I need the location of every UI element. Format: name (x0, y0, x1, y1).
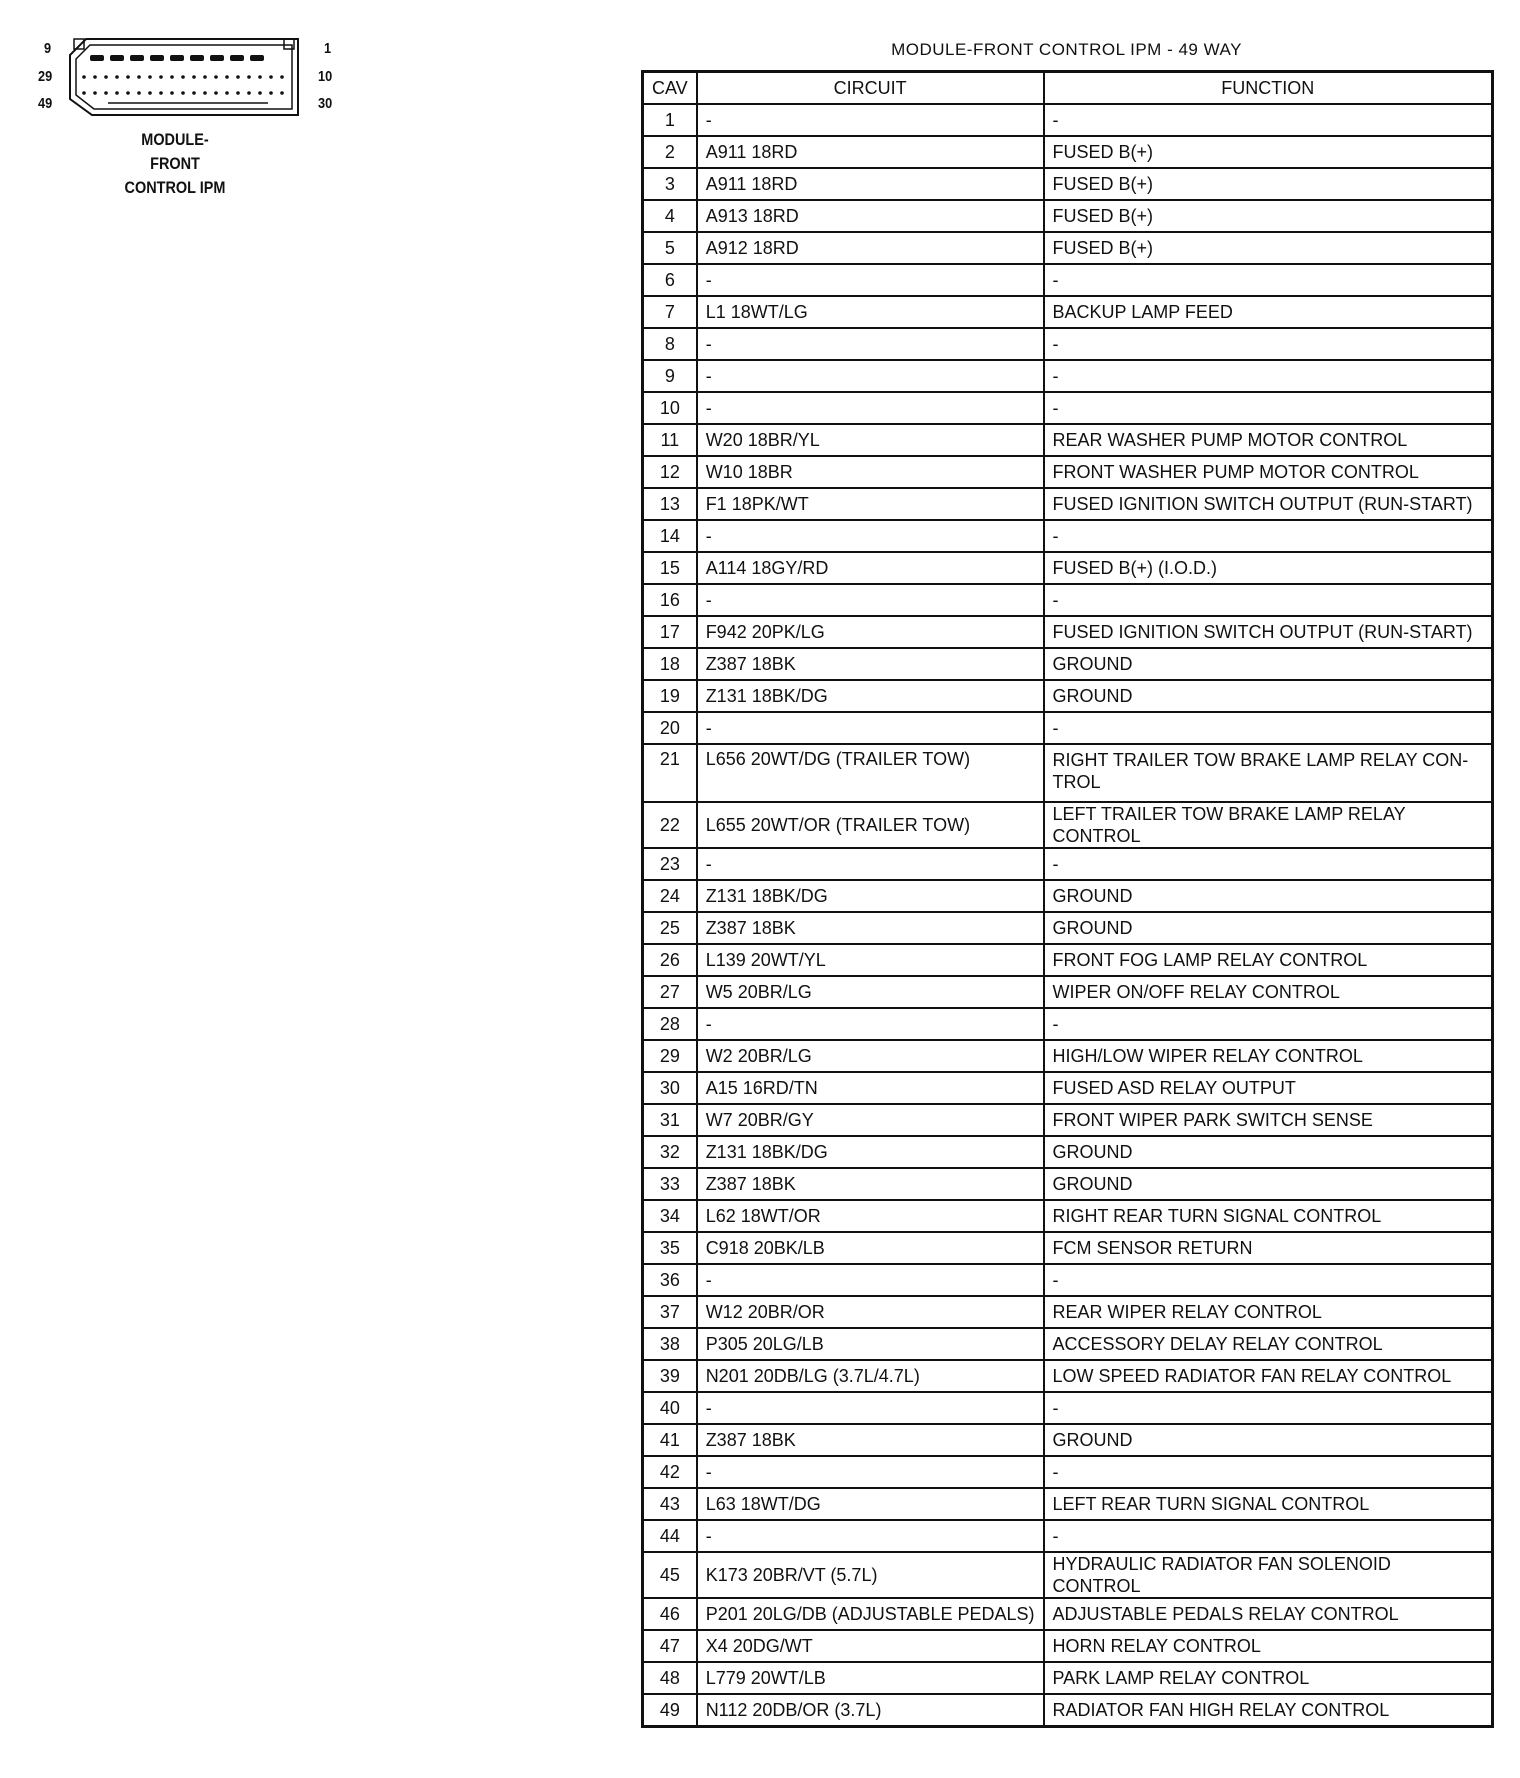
circuit-cell: A913 18RD (697, 200, 1044, 232)
function-cell: - (1044, 712, 1493, 744)
circuit-cell: L656 20WT/DG (TRAILER TOW) (697, 744, 1044, 802)
cav-cell: 1 (643, 104, 697, 136)
table-row (643, 848, 1493, 880)
table-row (643, 680, 1493, 712)
table-row (643, 520, 1493, 552)
table-row (643, 1552, 1493, 1598)
table-row (643, 360, 1493, 392)
cav-cell: 9 (643, 360, 697, 392)
connector-label-line: CONTROL IPM (124, 178, 226, 197)
function-cell: LEFT TRAILER TOW BRAKE LAMP RELAY CONTROL (1044, 802, 1493, 848)
circuit-cell: W7 20BR/GY (697, 1104, 1044, 1136)
cav-cell: 32 (643, 1136, 697, 1168)
cav-cell: 17 (643, 616, 697, 648)
cav-cell: 3 (643, 168, 697, 200)
cav-cell: 15 (643, 552, 697, 584)
circuit-cell: - (697, 1392, 1044, 1424)
circuit-cell: L1 18WT/LG (697, 296, 1044, 328)
table-row (643, 1264, 1493, 1296)
cav-cell: 12 (643, 456, 697, 488)
table-row (643, 1520, 1493, 1552)
table-row (643, 1392, 1493, 1424)
table-row (643, 200, 1493, 232)
table-row (643, 880, 1493, 912)
circuit-cell: X4 20DG/WT (697, 1630, 1044, 1662)
function-cell: LOW SPEED RADIATOR FAN RELAY CONTROL (1044, 1360, 1493, 1392)
function-cell: - (1044, 584, 1493, 616)
function-cell: ADJUSTABLE PEDALS RELAY CONTROL (1044, 1598, 1493, 1630)
cav-cell: 4 (643, 200, 697, 232)
circuit-cell: P201 20LG/DB (ADJUSTABLE PEDALS) (697, 1598, 1044, 1630)
function-cell: BACKUP LAMP FEED (1044, 296, 1493, 328)
table-row (643, 584, 1493, 616)
table-row (643, 232, 1493, 264)
table-row (643, 1040, 1493, 1072)
function-cell: LEFT REAR TURN SIGNAL CONTROL (1044, 1488, 1493, 1520)
function-cell: - (1044, 360, 1493, 392)
table-row (643, 1630, 1493, 1662)
table-row (643, 1296, 1493, 1328)
circuit-cell: K173 20BR/VT (5.7L) (697, 1552, 1044, 1598)
table-row (643, 1488, 1493, 1520)
cav-cell: 8 (643, 328, 697, 360)
cav-cell: 40 (643, 1392, 697, 1424)
function-cell: - (1044, 1520, 1493, 1552)
table-row (643, 1136, 1493, 1168)
table-row (643, 1008, 1493, 1040)
pin-label-top-left: 9 (44, 40, 52, 57)
circuit-cell: L139 20WT/YL (697, 944, 1044, 976)
table-row (643, 264, 1493, 296)
circuit-cell: - (697, 328, 1044, 360)
pin-label-top-right: 1 (324, 40, 332, 57)
circuit-cell: F942 20PK/LG (697, 616, 1044, 648)
function-cell: ACCESSORY DELAY RELAY CONTROL (1044, 1328, 1493, 1360)
table-row (643, 1694, 1493, 1727)
table-row (643, 328, 1493, 360)
function-cell: - (1044, 520, 1493, 552)
circuit-cell: A911 18RD (697, 168, 1044, 200)
table-row (643, 616, 1493, 648)
cav-cell: 37 (643, 1296, 697, 1328)
column-header-cav: CAV (643, 72, 697, 105)
cav-cell: 27 (643, 976, 697, 1008)
function-cell: GROUND (1044, 1168, 1493, 1200)
circuit-cell: F1 18PK/WT (697, 488, 1044, 520)
table-row (643, 136, 1493, 168)
table-row (643, 944, 1493, 976)
circuit-cell: Z387 18BK (697, 648, 1044, 680)
cav-cell: 34 (643, 1200, 697, 1232)
column-header-function: FUNCTION (1044, 72, 1493, 105)
table-row (643, 424, 1493, 456)
pin-label-bottom-left: 49 (38, 95, 53, 112)
cav-cell: 18 (643, 648, 697, 680)
function-cell: - (1044, 264, 1493, 296)
pin-label-mid-right: 10 (318, 68, 333, 85)
table-row (643, 168, 1493, 200)
circuit-cell: A15 16RD/TN (697, 1072, 1044, 1104)
cav-cell: 38 (643, 1328, 697, 1360)
circuit-cell: - (697, 1264, 1044, 1296)
function-cell: FRONT WIPER PARK SWITCH SENSE (1044, 1104, 1493, 1136)
cav-cell: 39 (643, 1360, 697, 1392)
function-cell: - (1044, 1264, 1493, 1296)
cav-cell: 49 (643, 1694, 697, 1727)
cav-cell: 33 (643, 1168, 697, 1200)
table-row (643, 552, 1493, 584)
table-row (643, 744, 1493, 802)
circuit-cell: - (697, 104, 1044, 136)
cav-cell: 20 (643, 712, 697, 744)
function-cell: - (1044, 104, 1493, 136)
cav-cell: 21 (643, 744, 697, 802)
connector-diagram (30, 30, 350, 200)
circuit-cell: W10 18BR (697, 456, 1044, 488)
function-cell: GROUND (1044, 648, 1493, 680)
circuit-cell: - (697, 848, 1044, 880)
function-cell: FCM SENSOR RETURN (1044, 1232, 1493, 1264)
function-cell: HYDRAULIC RADIATOR FAN SOLENOID CONTROL (1044, 1552, 1493, 1598)
table-title: MODULE-FRONT CONTROL IPM - 49 WAY (891, 40, 1242, 59)
table-row (643, 1232, 1493, 1264)
function-cell: FUSED B(+) (1044, 136, 1493, 168)
circuit-cell: - (697, 1008, 1044, 1040)
table-row (643, 648, 1493, 680)
cav-cell: 47 (643, 1630, 697, 1662)
table-row (643, 392, 1493, 424)
function-cell: RIGHT REAR TURN SIGNAL CONTROL (1044, 1200, 1493, 1232)
cav-cell: 35 (643, 1232, 697, 1264)
table-row (643, 712, 1493, 744)
table-row (643, 1328, 1493, 1360)
pin-label-bottom-right: 30 (318, 95, 333, 112)
table-row (643, 456, 1493, 488)
table-header-row (643, 72, 1493, 105)
cav-cell: 30 (643, 1072, 697, 1104)
table-row (643, 488, 1493, 520)
pinout-table (641, 70, 1494, 1728)
function-cell: - (1044, 392, 1493, 424)
function-cell: REAR WIPER RELAY CONTROL (1044, 1296, 1493, 1328)
table-row (643, 1424, 1493, 1456)
circuit-cell: A912 18RD (697, 232, 1044, 264)
function-cell: RADIATOR FAN HIGH RELAY CONTROL (1044, 1694, 1493, 1727)
circuit-cell: L779 20WT/LB (697, 1662, 1044, 1694)
function-cell: RIGHT TRAILER TOW BRAKE LAMP RELAY CON-TROL (1044, 744, 1493, 802)
table-row (643, 1168, 1493, 1200)
circuit-cell: - (697, 1456, 1044, 1488)
function-cell: FRONT FOG LAMP RELAY CONTROL (1044, 944, 1493, 976)
circuit-cell: Z387 18BK (697, 1424, 1044, 1456)
circuit-cell: - (697, 520, 1044, 552)
cav-cell: 6 (643, 264, 697, 296)
table-row (643, 1072, 1493, 1104)
function-cell: - (1044, 848, 1493, 880)
table-row (643, 1598, 1493, 1630)
function-cell: GROUND (1044, 880, 1493, 912)
cav-cell: 14 (643, 520, 697, 552)
circuit-cell: - (697, 264, 1044, 296)
cav-cell: 5 (643, 232, 697, 264)
circuit-cell: - (697, 360, 1044, 392)
function-cell: GROUND (1044, 680, 1493, 712)
function-cell: FUSED B(+) (1044, 168, 1493, 200)
function-cell: FRONT WASHER PUMP MOTOR CONTROL (1044, 456, 1493, 488)
circuit-cell: Z131 18BK/DG (697, 880, 1044, 912)
cav-cell: 19 (643, 680, 697, 712)
cav-cell: 44 (643, 1520, 697, 1552)
circuit-cell: L62 18WT/OR (697, 1200, 1044, 1232)
pin-label-mid-left: 29 (38, 68, 53, 85)
circuit-cell: L63 18WT/DG (697, 1488, 1044, 1520)
circuit-cell: W20 18BR/YL (697, 424, 1044, 456)
function-cell: - (1044, 1008, 1493, 1040)
circuit-cell: C918 20BK/LB (697, 1232, 1044, 1264)
function-cell: GROUND (1044, 912, 1493, 944)
cav-cell: 2 (643, 136, 697, 168)
circuit-cell: Z131 18BK/DG (697, 680, 1044, 712)
cav-cell: 11 (643, 424, 697, 456)
cav-cell: 26 (643, 944, 697, 976)
cav-cell: 28 (643, 1008, 697, 1040)
circuit-cell: L655 20WT/OR (TRAILER TOW) (697, 802, 1044, 848)
connector-label (124, 128, 226, 200)
cav-cell: 13 (643, 488, 697, 520)
table-row (643, 912, 1493, 944)
table-body (643, 104, 1493, 1727)
table-row (643, 1104, 1493, 1136)
circuit-cell: N201 20DB/LG (3.7L/4.7L) (697, 1360, 1044, 1392)
function-cell: GROUND (1044, 1424, 1493, 1456)
function-cell: FUSED IGNITION SWITCH OUTPUT (RUN-START) (1044, 616, 1493, 648)
column-header-circuit: CIRCUIT (697, 72, 1044, 105)
circuit-cell: W12 20BR/OR (697, 1296, 1044, 1328)
table-row (643, 296, 1493, 328)
table-row (643, 1360, 1493, 1392)
cav-cell: 46 (643, 1598, 697, 1630)
cav-cell: 24 (643, 880, 697, 912)
table-row (643, 802, 1493, 848)
cav-cell: 10 (643, 392, 697, 424)
table-row (643, 104, 1493, 136)
function-cell: - (1044, 328, 1493, 360)
cav-cell: 41 (643, 1424, 697, 1456)
function-cell: PARK LAMP RELAY CONTROL (1044, 1662, 1493, 1694)
function-cell: FUSED B(+) (1044, 200, 1493, 232)
circuit-cell: - (697, 712, 1044, 744)
cav-cell: 22 (643, 802, 697, 848)
circuit-cell: Z387 18BK (697, 1168, 1044, 1200)
function-cell: FUSED IGNITION SWITCH OUTPUT (RUN-START) (1044, 488, 1493, 520)
circuit-cell: - (697, 584, 1044, 616)
function-cell: - (1044, 1392, 1493, 1424)
cav-cell: 29 (643, 1040, 697, 1072)
table-row (643, 1200, 1493, 1232)
connector-label-line: MODULE- (141, 130, 209, 149)
table-row (643, 976, 1493, 1008)
circuit-cell: W5 20BR/LG (697, 976, 1044, 1008)
cav-cell: 25 (643, 912, 697, 944)
function-cell: HIGH/LOW WIPER RELAY CONTROL (1044, 1040, 1493, 1072)
connector-label-line: FRONT (150, 154, 200, 173)
cav-cell: 31 (643, 1104, 697, 1136)
function-cell: FUSED ASD RELAY OUTPUT (1044, 1072, 1493, 1104)
circuit-cell: Z387 18BK (697, 912, 1044, 944)
table-row (643, 1662, 1493, 1694)
cav-cell: 16 (643, 584, 697, 616)
circuit-cell: W2 20BR/LG (697, 1040, 1044, 1072)
function-cell: FUSED B(+) (I.O.D.) (1044, 552, 1493, 584)
circuit-cell: P305 20LG/LB (697, 1328, 1044, 1360)
table-row (643, 1456, 1493, 1488)
circuit-cell: - (697, 392, 1044, 424)
function-cell: REAR WASHER PUMP MOTOR CONTROL (1044, 424, 1493, 456)
circuit-cell: A911 18RD (697, 136, 1044, 168)
cav-cell: 23 (643, 848, 697, 880)
connector-face-icon (68, 37, 300, 119)
circuit-cell: N112 20DB/OR (3.7L) (697, 1694, 1044, 1727)
function-cell: GROUND (1044, 1136, 1493, 1168)
cav-cell: 48 (643, 1662, 697, 1694)
function-cell: - (1044, 1456, 1493, 1488)
cav-cell: 42 (643, 1456, 697, 1488)
circuit-cell: A114 18GY/RD (697, 552, 1044, 584)
cav-cell: 36 (643, 1264, 697, 1296)
cav-cell: 7 (643, 296, 697, 328)
cav-cell: 45 (643, 1552, 697, 1598)
function-cell: HORN RELAY CONTROL (1044, 1630, 1493, 1662)
circuit-cell: Z131 18BK/DG (697, 1136, 1044, 1168)
function-cell: FUSED B(+) (1044, 232, 1493, 264)
cav-cell: 43 (643, 1488, 697, 1520)
circuit-cell: - (697, 1520, 1044, 1552)
function-cell: WIPER ON/OFF RELAY CONTROL (1044, 976, 1493, 1008)
